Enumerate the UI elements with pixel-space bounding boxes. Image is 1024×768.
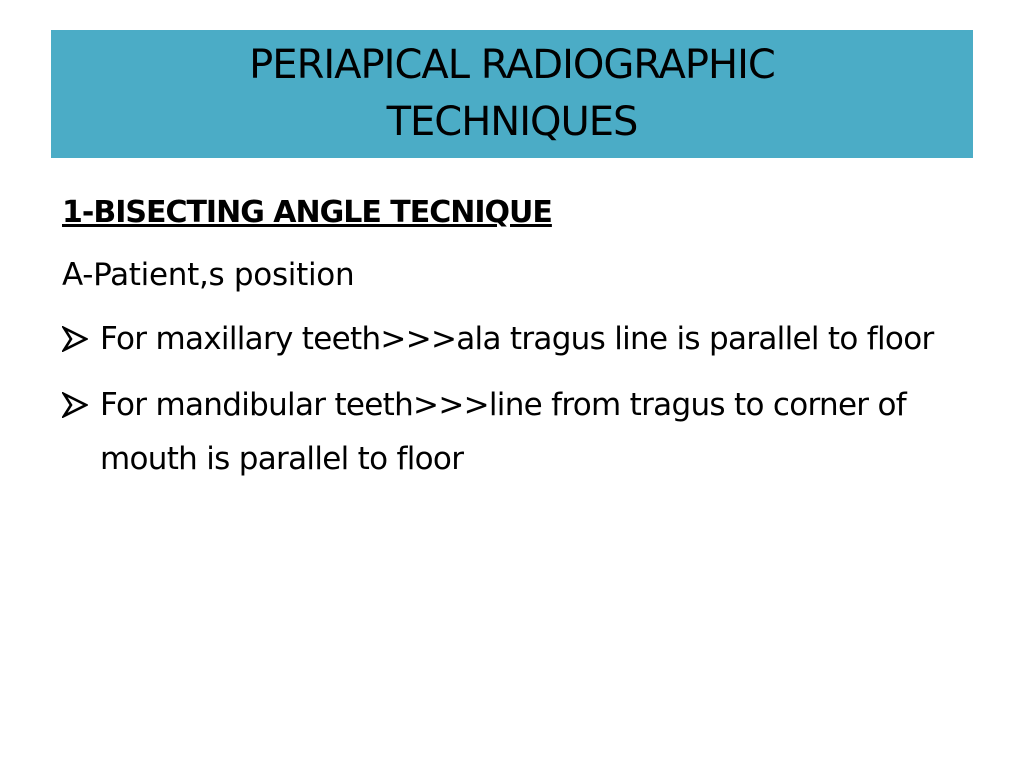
arrow-bullet-icon [62,378,100,432]
section-heading: 1-BISECTING ANGLE TECNIQUE [62,195,552,230]
bullet-item-maxillary [62,312,972,366]
bullet-item-mandibular [62,378,972,486]
slide-content [62,190,972,486]
slide-title: PERIAPICAL RADIOGRAPHIC TECHNIQUES [249,42,775,145]
subheading-text: A-Patient,s position [62,257,355,293]
bullet-text: For mandibular teeth>>>line from tragus to corner of mouth is parallel to floor [100,387,906,477]
bullet-text: For maxillary teeth>>>ala tragus line is parallel to floor [100,321,934,357]
arrow-bullet-icon [62,312,100,366]
title-banner [51,30,973,158]
